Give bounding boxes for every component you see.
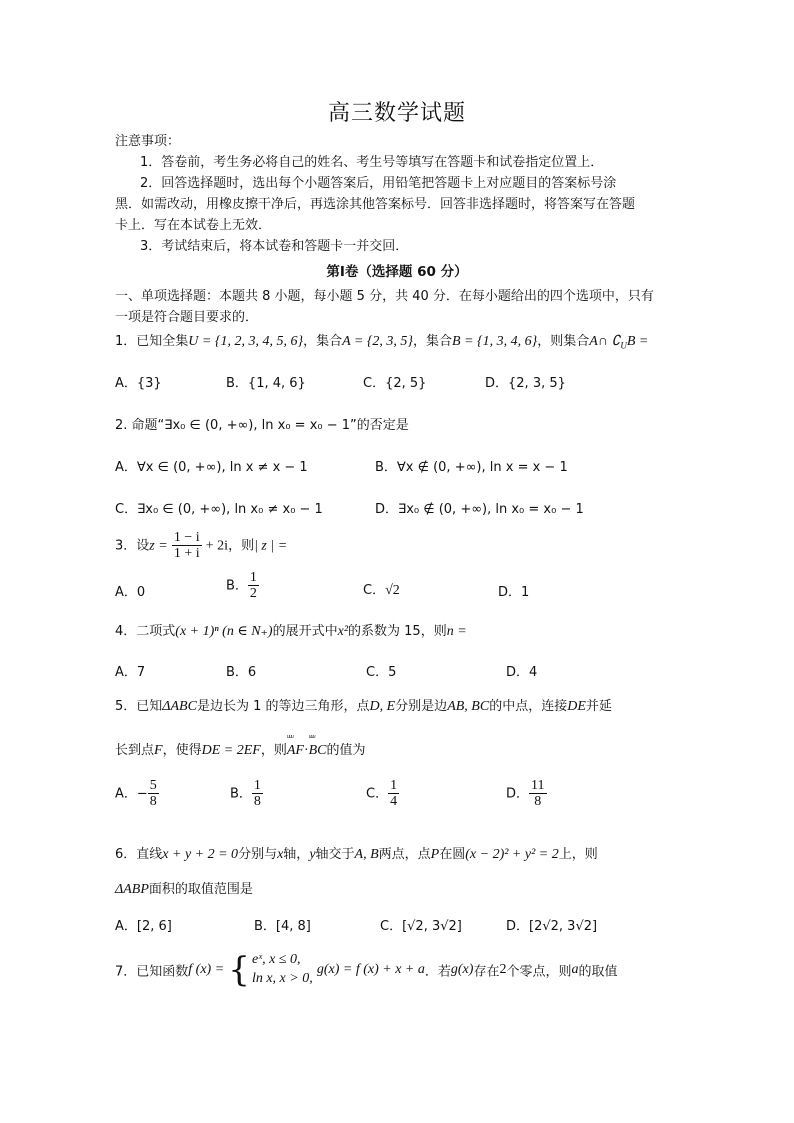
q4-stem-b: 的展开式中 xyxy=(272,624,338,639)
section-title: 第Ⅰ卷（选择题 60 分） xyxy=(326,264,468,280)
q7-brace: { xyxy=(228,949,250,990)
q1-option-c[interactable]: C．{2, 5} xyxy=(363,376,427,391)
q3-option-c[interactable] xyxy=(363,579,400,599)
question-3-stem xyxy=(115,530,287,562)
q5-b-den: 8 xyxy=(253,794,261,810)
q3-pre: 3．设 xyxy=(115,538,150,554)
q7-a: a xyxy=(571,961,579,977)
q5-abbc: AB, BC xyxy=(447,699,490,714)
q5-a-den: 8 xyxy=(149,794,157,810)
q7-cases xyxy=(252,951,313,989)
q6-option-d[interactable]: D．[2√2, 3√2] xyxy=(506,919,598,934)
question-1-stem xyxy=(115,330,648,351)
q4-x2: x² xyxy=(337,624,349,639)
q5-de: D, E xyxy=(369,699,396,714)
notice-item-2c: 卡上．写在本试卷上无效． xyxy=(115,218,272,233)
q3-abs: | z | = xyxy=(254,538,288,554)
question-6-line-1 xyxy=(115,843,598,863)
q5-dot: · xyxy=(303,743,309,758)
q2-option-c[interactable]: C．∃x₀ ∈ (0, +∞), ln x₀ ≠ x₀ − 1 xyxy=(115,502,323,517)
question-5-line-1 xyxy=(115,695,612,715)
q6-option-a[interactable]: A．[2, 6] xyxy=(115,919,172,934)
q4-expr: (x + 1)ⁿ (n ∈ N₊) xyxy=(175,624,273,639)
q5-line2-b: ，使得 xyxy=(162,743,202,758)
q4-option-b[interactable]: B．6 xyxy=(226,665,257,680)
q4-option-d[interactable]: D．4 xyxy=(506,665,538,680)
q7-tail: 的取值 xyxy=(578,964,618,980)
q1-tail-end: B = xyxy=(626,334,649,349)
q1-text-2: ，集合 xyxy=(303,334,343,349)
q5-vector-bc: uuu BC xyxy=(309,743,327,759)
notice-heading: 注意事项： xyxy=(115,134,181,149)
q5-line1-e: 并延 xyxy=(585,699,612,714)
question-2-stem: 2. 命题“∃x₀ ∈ (0, +∞), ln x₀ = x₀ − 1”的否定是 xyxy=(115,418,409,433)
q3-z: z = xyxy=(149,538,168,554)
q6-p: P xyxy=(430,847,440,862)
q6-y: y xyxy=(309,847,316,862)
q1-set-b: B = {1, 3, 4, 6} xyxy=(452,334,538,349)
q5-d-frac xyxy=(529,778,546,810)
q6-line2: 面积的取值范围是 xyxy=(148,882,253,897)
q7-g: g(x) = f (x) + x + a xyxy=(316,961,425,977)
q3-option-c-label: C． xyxy=(363,583,386,598)
q1-tail: A∩ ∁ xyxy=(589,334,621,349)
q7-mid: ．若 xyxy=(424,964,451,980)
q5-triangle: ΔABC xyxy=(162,699,197,714)
q3-frac-num: 1 − i xyxy=(173,530,200,545)
q3-option-a[interactable]: A．0 xyxy=(115,585,146,600)
q4-option-c[interactable]: C．5 xyxy=(366,665,397,680)
q5-option-c[interactable] xyxy=(366,778,399,810)
q5-vector-af: uuu AF xyxy=(287,743,304,759)
q6-circle: (x − 2)² + y² = 2 xyxy=(465,847,559,862)
q5-line1-b: 是边长为 1 的等边三角形，点 xyxy=(196,699,370,714)
q6-option-b[interactable]: B．[4, 8] xyxy=(254,919,311,934)
q5-eq: DE = 2EF xyxy=(201,743,261,758)
q5-d-num: 11 xyxy=(531,778,545,793)
q5-d-label: D． xyxy=(506,786,530,802)
q1-option-a[interactable]: A．{3} xyxy=(115,376,162,391)
q7-gx: g(x) xyxy=(450,961,474,977)
q2-option-d[interactable]: D．∃x₀ ∉ (0, +∞), ln x₀ = x₀ − 1 xyxy=(375,502,584,517)
notice-item-1: 1．答卷前，考生务必将自己的姓名、考生号等填写在答题卡和试卷指定位置上． xyxy=(140,155,604,170)
q6-line1-c: 轴， xyxy=(283,847,310,862)
q3-option-d[interactable]: D．1 xyxy=(498,585,530,600)
q7-pre: 7．已知函数 xyxy=(115,964,189,980)
q1-tail-sub: U xyxy=(620,340,627,351)
q5-d-den: 8 xyxy=(534,794,542,810)
q5-a-label: A．− xyxy=(115,786,148,802)
q5-option-a[interactable] xyxy=(115,778,159,810)
q6-line1-b: 分别与 xyxy=(238,847,278,862)
q6-x: x xyxy=(277,847,284,862)
q7-two: 2 xyxy=(499,961,507,977)
q4-n: n = xyxy=(446,624,467,639)
q6-line1-e: 两点，点 xyxy=(378,847,431,862)
notice-item-2a: 2．回答选择题时，选出每个小题答案后，用铅笔把答题卡上对应题目的答案标号涂 xyxy=(140,176,617,191)
q6-triangle: ΔABP xyxy=(115,882,149,897)
q3-b-den: 2 xyxy=(249,586,257,602)
q4-option-a[interactable]: A．7 xyxy=(115,665,146,680)
q6-ab: A, B xyxy=(354,847,379,862)
q1-text-1: 已知全集 xyxy=(136,334,189,349)
q5-b-frac xyxy=(252,778,263,810)
q3-plus: + 2i xyxy=(205,538,229,554)
question-7-stem xyxy=(115,951,617,989)
q1-set-a: A = {2, 3, 5} xyxy=(342,334,414,349)
q5-line1-d: 的中点，连接 xyxy=(489,699,568,714)
question-6-line-2 xyxy=(115,878,253,898)
q5-a-num: 5 xyxy=(149,778,157,793)
q3-option-b-label: B． xyxy=(226,578,248,594)
q1-text-3: ，集合 xyxy=(413,334,453,349)
q5-c-num: 1 xyxy=(390,778,398,793)
q3-option-c-value: √2 xyxy=(385,583,400,598)
q3-post: ，则 xyxy=(228,538,255,554)
q2-option-b[interactable]: B．∀x ∉ (0, +∞), ln x = x − 1 xyxy=(375,460,568,475)
q5-line1-c: 分别是边 xyxy=(395,699,448,714)
section-intro-b: 一项是符合题目要求的． xyxy=(115,310,259,325)
q5-option-d[interactable] xyxy=(506,778,547,810)
q3-frac-den: 1 + i xyxy=(173,546,200,562)
q5-f: F xyxy=(154,743,163,758)
q5-c-label: C． xyxy=(366,786,389,802)
q7-post2: 个零点，则 xyxy=(506,964,572,980)
q3-option-b[interactable] xyxy=(226,570,259,602)
q5-line1-a: 5．已知 xyxy=(115,699,163,714)
q6-line1-d: 轴交于 xyxy=(315,847,355,862)
q4-stem-c: 的系数为 15，则 xyxy=(348,624,447,639)
q6-line1-g: 上，则 xyxy=(558,847,598,862)
q5-de2: DE xyxy=(567,699,586,714)
q1-universal-set: U = {1, 2, 3, 4, 5, 6} xyxy=(188,334,304,349)
q5-line2-c: ，则 xyxy=(260,743,287,758)
q6-option-c[interactable]: C．[√2, 3√2] xyxy=(380,919,462,934)
q6-line1-f: 在圆 xyxy=(439,847,466,862)
question-4-stem xyxy=(115,620,467,640)
q5-line2-a: 长到点 xyxy=(115,743,155,758)
notice-item-2b: 黑．如需改动，用橡皮擦干净后，再选涂其他答案标号．回答非选择题时，将答案写在答题 xyxy=(115,197,636,212)
q7-case-1: eˣ, x ≤ 0, xyxy=(251,952,301,967)
q3-fraction xyxy=(172,530,202,562)
question-5-line-2 xyxy=(115,739,366,759)
q1-num: 1． xyxy=(115,334,137,349)
q3-option-b-frac xyxy=(248,570,259,602)
q5-line2-d: 的值为 xyxy=(326,743,366,758)
q4-stem-a: 4．二项式 xyxy=(115,624,176,639)
q7-case-2: ln x, x > 0, xyxy=(251,970,313,986)
q7-f: f (x) = xyxy=(188,961,225,977)
q2-option-a[interactable]: A．∀x ∈ (0, +∞), ln x ≠ x − 1 xyxy=(115,460,308,475)
q5-c-frac xyxy=(388,778,399,810)
q1-option-b[interactable]: B．{1, 4, 6} xyxy=(226,376,306,391)
q5-a-frac xyxy=(148,778,159,810)
q5-b-num: 1 xyxy=(253,778,261,793)
q7-post: 存在 xyxy=(473,964,500,980)
notice-item-3: 3．考试结束后，将本试卷和答题卡一并交回． xyxy=(140,239,409,254)
q6-line1-a: 6．直线 xyxy=(115,847,163,862)
q1-text-4: ，则集合 xyxy=(537,334,590,349)
q5-option-b[interactable] xyxy=(230,778,263,810)
q5-b-label: B． xyxy=(230,786,252,802)
q5-c-den: 4 xyxy=(390,794,398,810)
q3-b-num: 1 xyxy=(249,570,257,585)
page-title: 高三数学试题 xyxy=(327,101,466,126)
q6-line-eq: x + y + 2 = 0 xyxy=(162,847,239,862)
q1-option-d[interactable]: D．{2, 3, 5} xyxy=(485,376,566,391)
section-intro-a: 一、单项选择题：本题共 8 小题，每小题 5 分，共 40 分．在每小题给出的四个选项中，只有 xyxy=(115,289,654,304)
